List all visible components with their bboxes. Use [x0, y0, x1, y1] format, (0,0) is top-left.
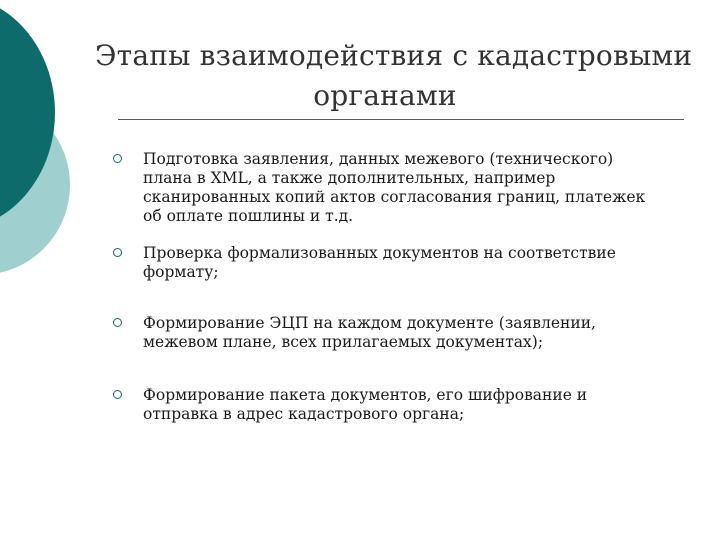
bullet-item [113, 314, 673, 386]
bullet-line: Формирование пакета документов, его шифрование и [143, 386, 588, 404]
slide-title-line: органами [313, 79, 457, 112]
bullet-item [113, 150, 673, 244]
bullet-line: отправка в адрес кадастрового органа; [143, 405, 465, 423]
circle-bullet-icon [113, 154, 122, 163]
bullet-line: межевом плане, всех прилагаемых документах); [143, 333, 544, 351]
bullet-line: сканированных копий актов согласования границ, платежек [143, 188, 646, 206]
bullet-line: Проверка формализованных документов на соответствие [143, 244, 616, 262]
slide-title [95, 36, 693, 116]
bullet-list [113, 150, 673, 446]
bullet-line: формату; [143, 263, 219, 281]
bullet-item [113, 244, 673, 314]
circle-bullet-icon [113, 390, 122, 399]
bullet-line: Формирование ЭЦП на каждом документе (заявлении, [143, 314, 596, 332]
bullet-text [143, 244, 673, 282]
bullet-text [143, 150, 673, 226]
circle-bullet-icon [113, 248, 122, 257]
bullet-line: плана в XML, а также дополнительных, например [143, 169, 556, 187]
bullet-line: об оплате пошлины и т.д. [143, 207, 354, 225]
bullet-item [113, 386, 673, 446]
circle-bullet-icon [113, 318, 122, 327]
bullet-text [143, 314, 673, 352]
bullet-line: Подготовка заявления, данных межевого (технического) [143, 150, 614, 168]
slide-title-line: Этапы взаимодействия с кадастровыми [95, 39, 693, 72]
bullet-text [143, 386, 673, 424]
title-divider [118, 119, 684, 120]
